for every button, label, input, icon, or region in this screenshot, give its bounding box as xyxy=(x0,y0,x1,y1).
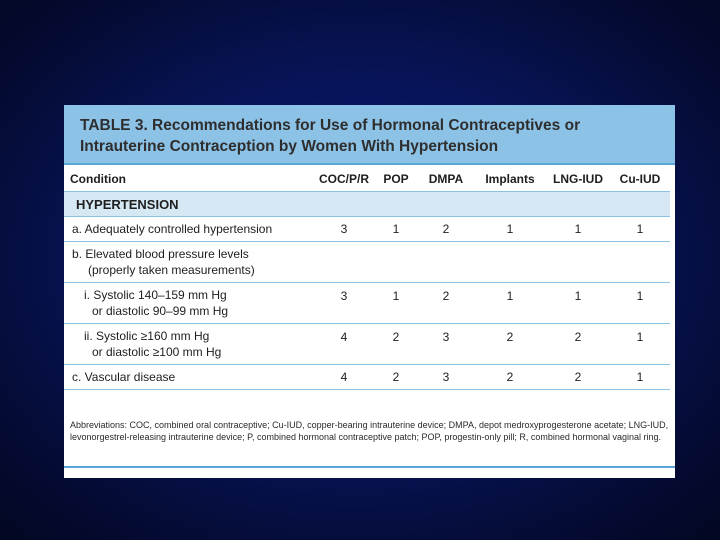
column-header-implants: Implants xyxy=(474,167,546,192)
value-cell: 1 xyxy=(546,283,610,324)
table-title-bar xyxy=(64,105,675,163)
table-wrapper xyxy=(64,167,675,390)
value-cell: 2 xyxy=(374,324,418,365)
condition-label: ii. Systolic ≥160 mm Hg xyxy=(84,329,210,343)
section-row-hypertension xyxy=(64,192,670,217)
column-header-condition: Condition xyxy=(64,167,314,192)
table-row xyxy=(64,242,670,283)
column-header-cu-iud: Cu-IUD xyxy=(610,167,670,192)
value-cell: 2 xyxy=(474,324,546,365)
table-row xyxy=(64,283,670,324)
value-cell: 1 xyxy=(374,217,418,242)
condition-label-detail: or diastolic ≥100 mm Hg xyxy=(92,345,222,359)
table-title-line-2: Intrauterine Contraception by Women With Hypertension xyxy=(80,138,499,155)
value-cell: 1 xyxy=(610,324,670,365)
value-cell: 1 xyxy=(374,283,418,324)
value-cell: 1 xyxy=(474,217,546,242)
section-heading: HYPERTENSION xyxy=(64,192,670,217)
value-cell: 4 xyxy=(314,365,374,390)
value-cell: 4 xyxy=(314,324,374,365)
table-row xyxy=(64,365,670,390)
table-card xyxy=(64,105,675,478)
table-row xyxy=(64,217,670,242)
value-cell: 2 xyxy=(546,365,610,390)
value-cell: 3 xyxy=(418,324,474,365)
condition-label: a. Adequately controlled hypertension xyxy=(72,222,273,236)
recommendations-table xyxy=(64,167,670,390)
column-header-dmpa: DMPA xyxy=(418,167,474,192)
condition-label-detail: (properly taken measurements) xyxy=(88,263,255,277)
table-row xyxy=(64,324,670,365)
condition-cell xyxy=(64,242,314,283)
title-divider xyxy=(64,163,675,165)
value-cell: 3 xyxy=(418,365,474,390)
value-cell: 1 xyxy=(474,283,546,324)
condition-cell xyxy=(64,283,314,324)
column-header-lng-iud: LNG-IUD xyxy=(546,167,610,192)
bottom-divider xyxy=(64,466,675,468)
condition-label: i. Systolic 140–159 mm Hg xyxy=(84,288,227,302)
value-cell: 1 xyxy=(546,217,610,242)
empty-value-cell xyxy=(314,242,670,283)
value-cell: 2 xyxy=(474,365,546,390)
column-header-coc: COC/P/R xyxy=(314,167,374,192)
value-cell: 1 xyxy=(610,365,670,390)
value-cell: 2 xyxy=(418,217,474,242)
value-cell: 1 xyxy=(610,283,670,324)
condition-label-detail: or diastolic 90–99 mm Hg xyxy=(92,304,229,318)
condition-label: b. Elevated blood pressure levels xyxy=(72,247,249,261)
condition-cell xyxy=(64,217,314,242)
column-header-pop: POP xyxy=(374,167,418,192)
condition-cell xyxy=(64,324,314,365)
table-title-line-1: TABLE 3. Recommendations for Use of Hormonal Contraceptives or xyxy=(80,117,581,134)
value-cell: 3 xyxy=(314,283,374,324)
abbreviations-footnote: Abbreviations: COC, combined oral contraceptive; Cu-IUD, copper-bearing intrauterine device; DMPA, depot medroxyprogesterone acetate; LNG-IUD, levonorgestrel-releasing intrauterine device; P, combined hormonal contraceptive patch; POP, progestin-only pill; R, combined hormonal vaginal ring. xyxy=(70,420,669,442)
condition-cell xyxy=(64,365,314,390)
value-cell: 2 xyxy=(546,324,610,365)
value-cell: 3 xyxy=(314,217,374,242)
table-header-row xyxy=(64,167,670,192)
value-cell: 2 xyxy=(374,365,418,390)
value-cell: 2 xyxy=(418,283,474,324)
condition-label: c. Vascular disease xyxy=(72,370,176,384)
value-cell: 1 xyxy=(610,217,670,242)
